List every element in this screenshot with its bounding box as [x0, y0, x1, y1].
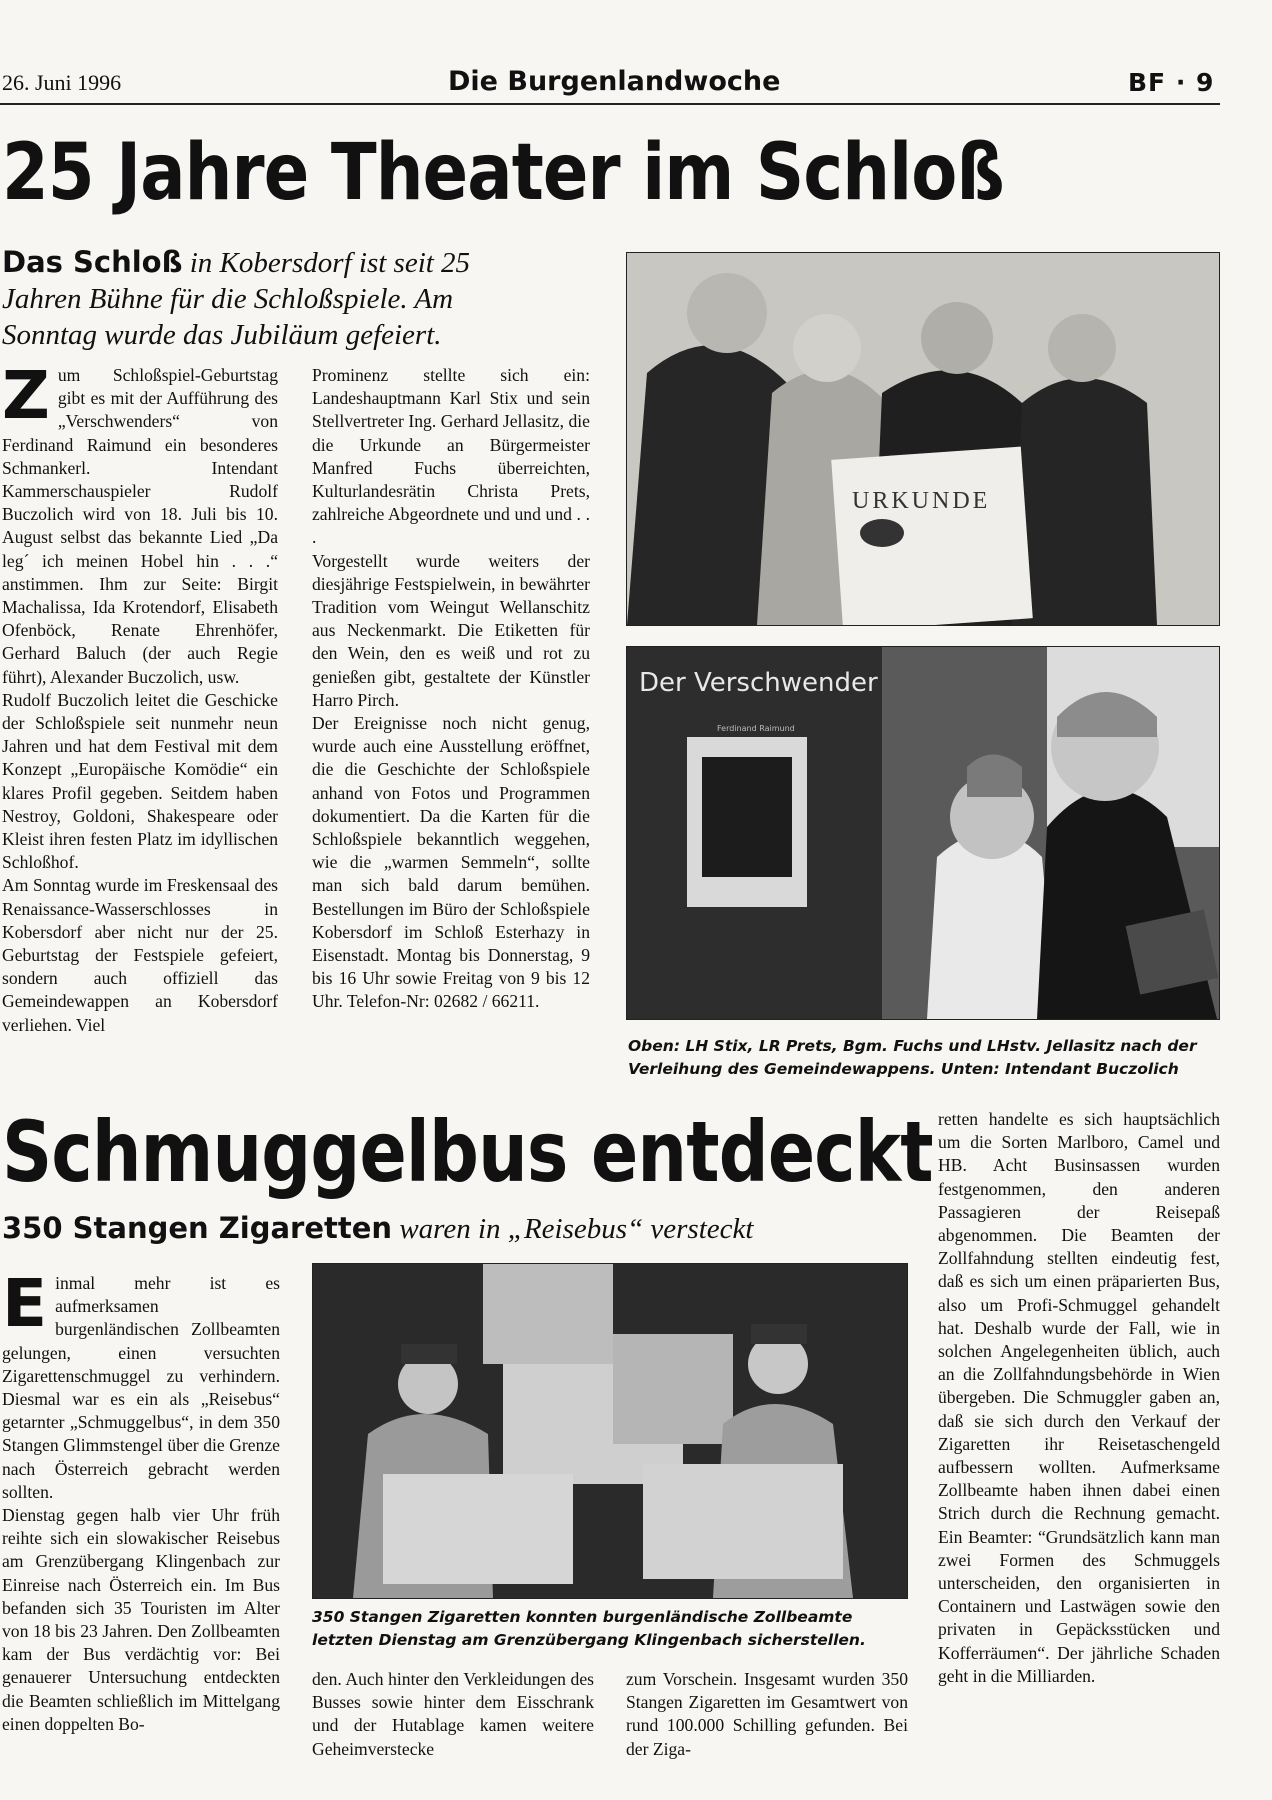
photo-caption-2: 350 Stangen Zigaretten konnten burgenländische Zollbeamte letzten Dienstag am Grenzübergang Klingenbach sicherstellen. [312, 1608, 866, 1649]
issue-date: 26. Juni 1996 [2, 70, 122, 95]
article-2-deck-italic: waren in „Reisebus“ versteckt [399, 1213, 754, 1245]
poster-title: Der Verschwender [639, 668, 878, 698]
article-2-deck-bold: 350 Stangen Zigaretten [2, 1211, 393, 1245]
page-number: BF · 9 [1128, 68, 1215, 97]
header-rule [0, 103, 1220, 105]
article-2-headline: Schmuggelbus entdeckt [2, 1103, 933, 1201]
article-2-column-1 [2, 1265, 280, 1736]
photo-customs-officers-graphic [313, 1264, 907, 1598]
article-2-deck [2, 1210, 822, 1247]
article-2-column-4: retten handelte es sich hauptsächlich um die Sorten Marlboro, Camel und HB. Acht Businsassen wurden festgenommen, den anderen Passagieren der Reisepaß abgenommen. Die Beamten der Zollfahndung stellten eindeutig fest, daß es sich um einen präparierten Bus, also um Profi-Schmuggel gehandelt hat. Deshalb wurde der Fall, wie in solchen Angelegenheiten üblich, auch an die Zollfahndungsbehörde in Wien übergeben. Die Schmuggler gaben an, daß sie sich durch den Verkauf der Zigaretten ihr Reisetaschengeld aufbessern wollten. Aufmerksame Zollbeamte haben ihnen dabei einen Strich durch die Rechnung gemacht. Ein Beamter: “Grundsätzlich kann man zwei Formen des Schmuggels unterscheiden, den organisierten in Containern und Lastwägen sowie den privaten in Gepäcksstücken und Kofferräumen“. Der jährliche Schaden geht in die Milliarden. [938, 1109, 1220, 1686]
article-2-column-3: zum Vorschein. Insgesamt wurden 350 Stangen Zigaretten im Gesamtwert von rund 100.000 Schilling gefunden. Bei der Ziga- [626, 1669, 908, 1759]
article-1-column-1 [2, 357, 278, 1037]
photo-customs-officers [312, 1263, 908, 1599]
article-1-paragraph: Vorgestellt wurde weiters der diesjährige Festspielwein, in bewährter Tradition vom Weingut Wellanschitz aus Neckenmarkt. Die Etiketten für den Wein, den es weiß und rot zu genießen gibt, gestaltete der Künstler Harro Pirch. [312, 550, 590, 710]
photo-intendant [626, 646, 1220, 1020]
article-1-paragraph: Der Ereignisse noch nicht genug, wurde auch eine Ausstellung eröffnet, die die Geschichte der Schloßspiele anhand von Fotos und Programmen dokumentiert. Da die Karten für die Schloßspiele bekanntlich weggehen, wie die „warmen Semmeln“, sollte man sich bald darum bemühen. Bestellungen im Büro der Schloßspiele Kobersdorf im Schloß Esterhazy in Eisenstadt. Montag bis Donnerstag, 9 bis 16 Uhr sowie Freitag von 9 bis 12 Uhr. Telefon-Nr: 02682 / 66211. [312, 713, 590, 1012]
article-1-deck-bold: Das Schloß [2, 245, 183, 279]
article-1-deck-italic: in Kobersdorf ist seit 25 Jahren Bühne für die Schloßspiele. Am Sonntag wurde das Jubiläum gefeiert. [2, 247, 471, 351]
article-1-paragraph: Prominenz stellte sich ein: Landeshauptmann Karl Stix und sein Stellvertreter Ing. Gerhard Jellasitz, die die Urkunde an Bürgermeister Manfred Fuchs überreichten, Kulturlandesrätin Christa Prets, zahlreiche Abgeordnete und und und . . . [312, 365, 590, 548]
article-1-dropcap: Z [2, 357, 50, 434]
newspaper-name: Die Burgenlandwoche [448, 66, 781, 97]
article-2-dropcap: E [2, 1265, 48, 1342]
article-1-deck [2, 244, 522, 353]
article-2-paragraph: Dienstag gegen halb vier Uhr früh reihte sich ein slowakischer Reisebus am Grenzübergang Klingenbach zur Einreise nach Österreich ein. Im Bus befanden sich 35 Touristen im Alter von 18 bis 23 Jahren. Den Zollbeamten kam der Bus verdächtig vor: Bei genauerer Untersuchung entdeckten die Beamten schließlich im Mittelgang einen doppelten Bo- [2, 1505, 280, 1734]
certificate-label: URKUNDE [852, 488, 991, 514]
photo-caption-1: Oben: LH Stix, LR Prets, Bgm. Fuchs und LHstv. Jellasitz nach der Verleihung des Gemeindewappens. Unten: Intendant Buczolich [628, 1037, 1197, 1078]
article-1-paragraph: Am Sonntag wurde im Freskensaal des Renaissance-Wasserschlosses in Kobersdorf aber nicht nur der 25. Geburtstag der Festspiele gefeiert, sondern auch offiziell das Gemeindewappen an Kobersdorf verliehen. Viel [2, 875, 278, 1035]
article-1-paragraph: Rudolf Buczolich leitet die Geschicke der Schloßspiele seit nunmehr neun Jahren und hat dem Festival mit dem Konzept „Europäische Komödie“ ein klares Profil gegeben. Seitdem haben Nestroy, Goldoni, Shakespeare oder Kleist ihren festen Platz im idyllischen Schloßhof. [2, 689, 278, 873]
article-1-column-2 [312, 364, 590, 1014]
article-2-paragraph: inmal mehr ist es aufmerksamen burgenländischen Zollbeamten gelungen, einen versuchten Zigarettenschmuggel zu verhindern. Diesmal war es ein als „Reisebus“ getarnter „Schmuggelbus“, in dem 350 Stangen Glimmstengel über die Grenze nach Österreich gebracht werden sollten. [2, 1273, 280, 1502]
photo-award-ceremony-graphic [627, 253, 1219, 625]
photo-award-ceremony [626, 252, 1220, 626]
article-2-column-2: den. Auch hinter den Verkleidungen des Busses sowie hinter dem Eisschrank und der Hutablage kamen weitere Geheimverstecke [312, 1669, 594, 1759]
article-1-headline: 25 Jahre Theater im Schloß [2, 128, 1004, 218]
photo-intendant-graphic [627, 647, 1219, 1019]
poster-author: Ferdinand Raimund [717, 724, 795, 733]
article-1-paragraph: um Schloßspiel-Geburtstag gibt es mit der Aufführung des „Verschwenders“ von Ferdinand Raimund ein besonderes Schmankerl. Intendant Kammerschauspieler Rudolf Buczolich wird von 18. Juli bis 10. August selbst das bekannte Lied „Da leg´ ich meinen Hobel hin . . .“ anstimmen. Ihm zur Seite: Birgit Machalissa, Ida Krotendorf, Elisabeth Ofenböck, Renate Ehrenhöfer, Gerhard Baluch (der auch Regie führt), Alexander Buczolich, usw. [2, 365, 278, 687]
